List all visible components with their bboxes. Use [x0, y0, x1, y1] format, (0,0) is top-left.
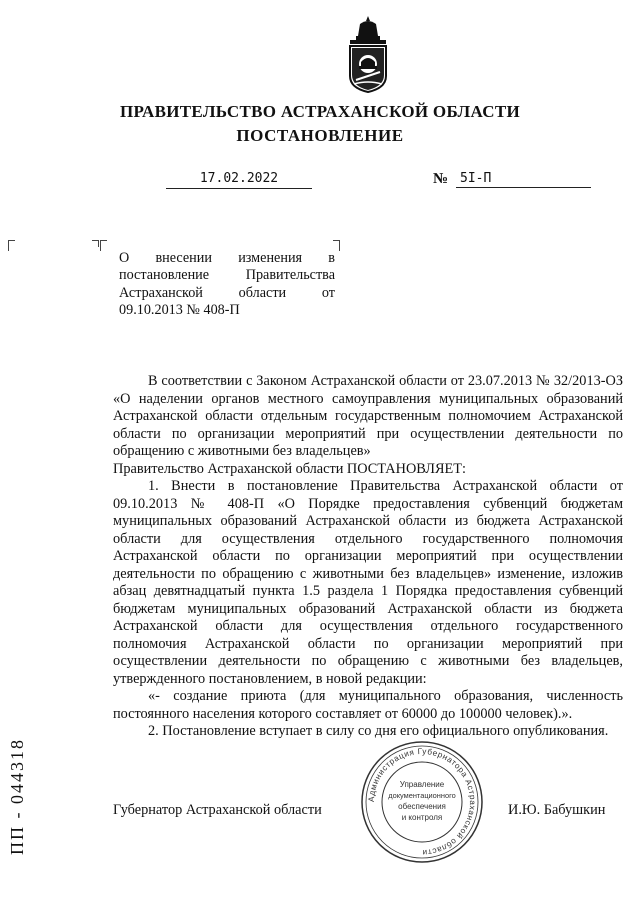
document-date: 17.02.2022 — [166, 170, 312, 189]
stamp-line-2: документационного — [388, 791, 456, 800]
organization-title: ПРАВИТЕЛЬСТВО АСТРАХАНСКОЙ ОБЛАСТИ — [120, 102, 520, 121]
stamp-line-3: обеспечения — [398, 802, 446, 811]
document-body — [113, 373, 623, 741]
corner-mark-left — [8, 240, 15, 251]
stamp-line-4: и контроля — [401, 813, 443, 822]
signatory-name: И.Ю. Бабушкин — [508, 802, 606, 818]
corner-mark-mid-left — [92, 240, 99, 247]
body-paragraph: «- создание приюта (для муниципального образования, численность постоянного населения которого составляет от 60000 до 100000 человек).». — [113, 688, 623, 722]
body-paragraph: 2. Постановление вступает в силу со дня его официального опубликования. — [148, 723, 609, 739]
signatory-position: Губернатор Астраханской области — [113, 802, 322, 818]
official-stamp — [360, 740, 484, 864]
corner-mark-mid-right — [100, 240, 107, 251]
stamp-ring-text: Администрация Губернатора Астраханской области — [366, 746, 478, 858]
body-paragraph: В соответствии с Законом Астраханской области от 23.07.2013 № 32/2013-ОЗ «О наделении органов местного самоуправления муниципальных образований Астраханской области отдельным государственным полномочием Астраханской области по организации мероприятий при осуществлении деятельности по обращению с животными без владельцев» — [113, 373, 623, 459]
coat-of-arms-emblem — [342, 14, 394, 94]
body-paragraph: Правительство Астраханской области ПОСТАНОВЛЯЕТ: — [113, 460, 466, 477]
number-sign: № — [433, 171, 449, 187]
side-serial-number: ПП - 044318 — [7, 738, 27, 855]
stamp-line-1: Управление — [399, 780, 445, 789]
body-paragraph: 1. Внести в постановление Правительства Астраханской области от 09.10.2013 № 408-П «О Порядке предоставления субвенций бюджетам муниципальных образований Астраханской области из бюджета Астраханской области для осуществления отдельного государственного полномочия Астраханской области по организации мероприятий при осуществлении деятельности по обращению с животными без владельцев» изменение, изложив абзац девятнадцатый пункта 1.5 раздела 1 Порядка предоставления субвенций бюджетам муниципальных образований Астраханской области из бюджета Астраханской области для осуществления отдельного государственного полномочия Астраханской области по организации мероприятий при осуществлении деятельности по обращению с животными без владельцев, утвержденного постановлением, в новой редакции: — [113, 478, 623, 687]
document-subject: О внесении изменения в постановление Правительства Астраханской области от 09.10.2013 № 408-П — [119, 250, 335, 319]
document-type: ПОСТАНОВЛЕНИЕ — [236, 126, 404, 145]
document-number: 5I-П — [456, 170, 591, 188]
